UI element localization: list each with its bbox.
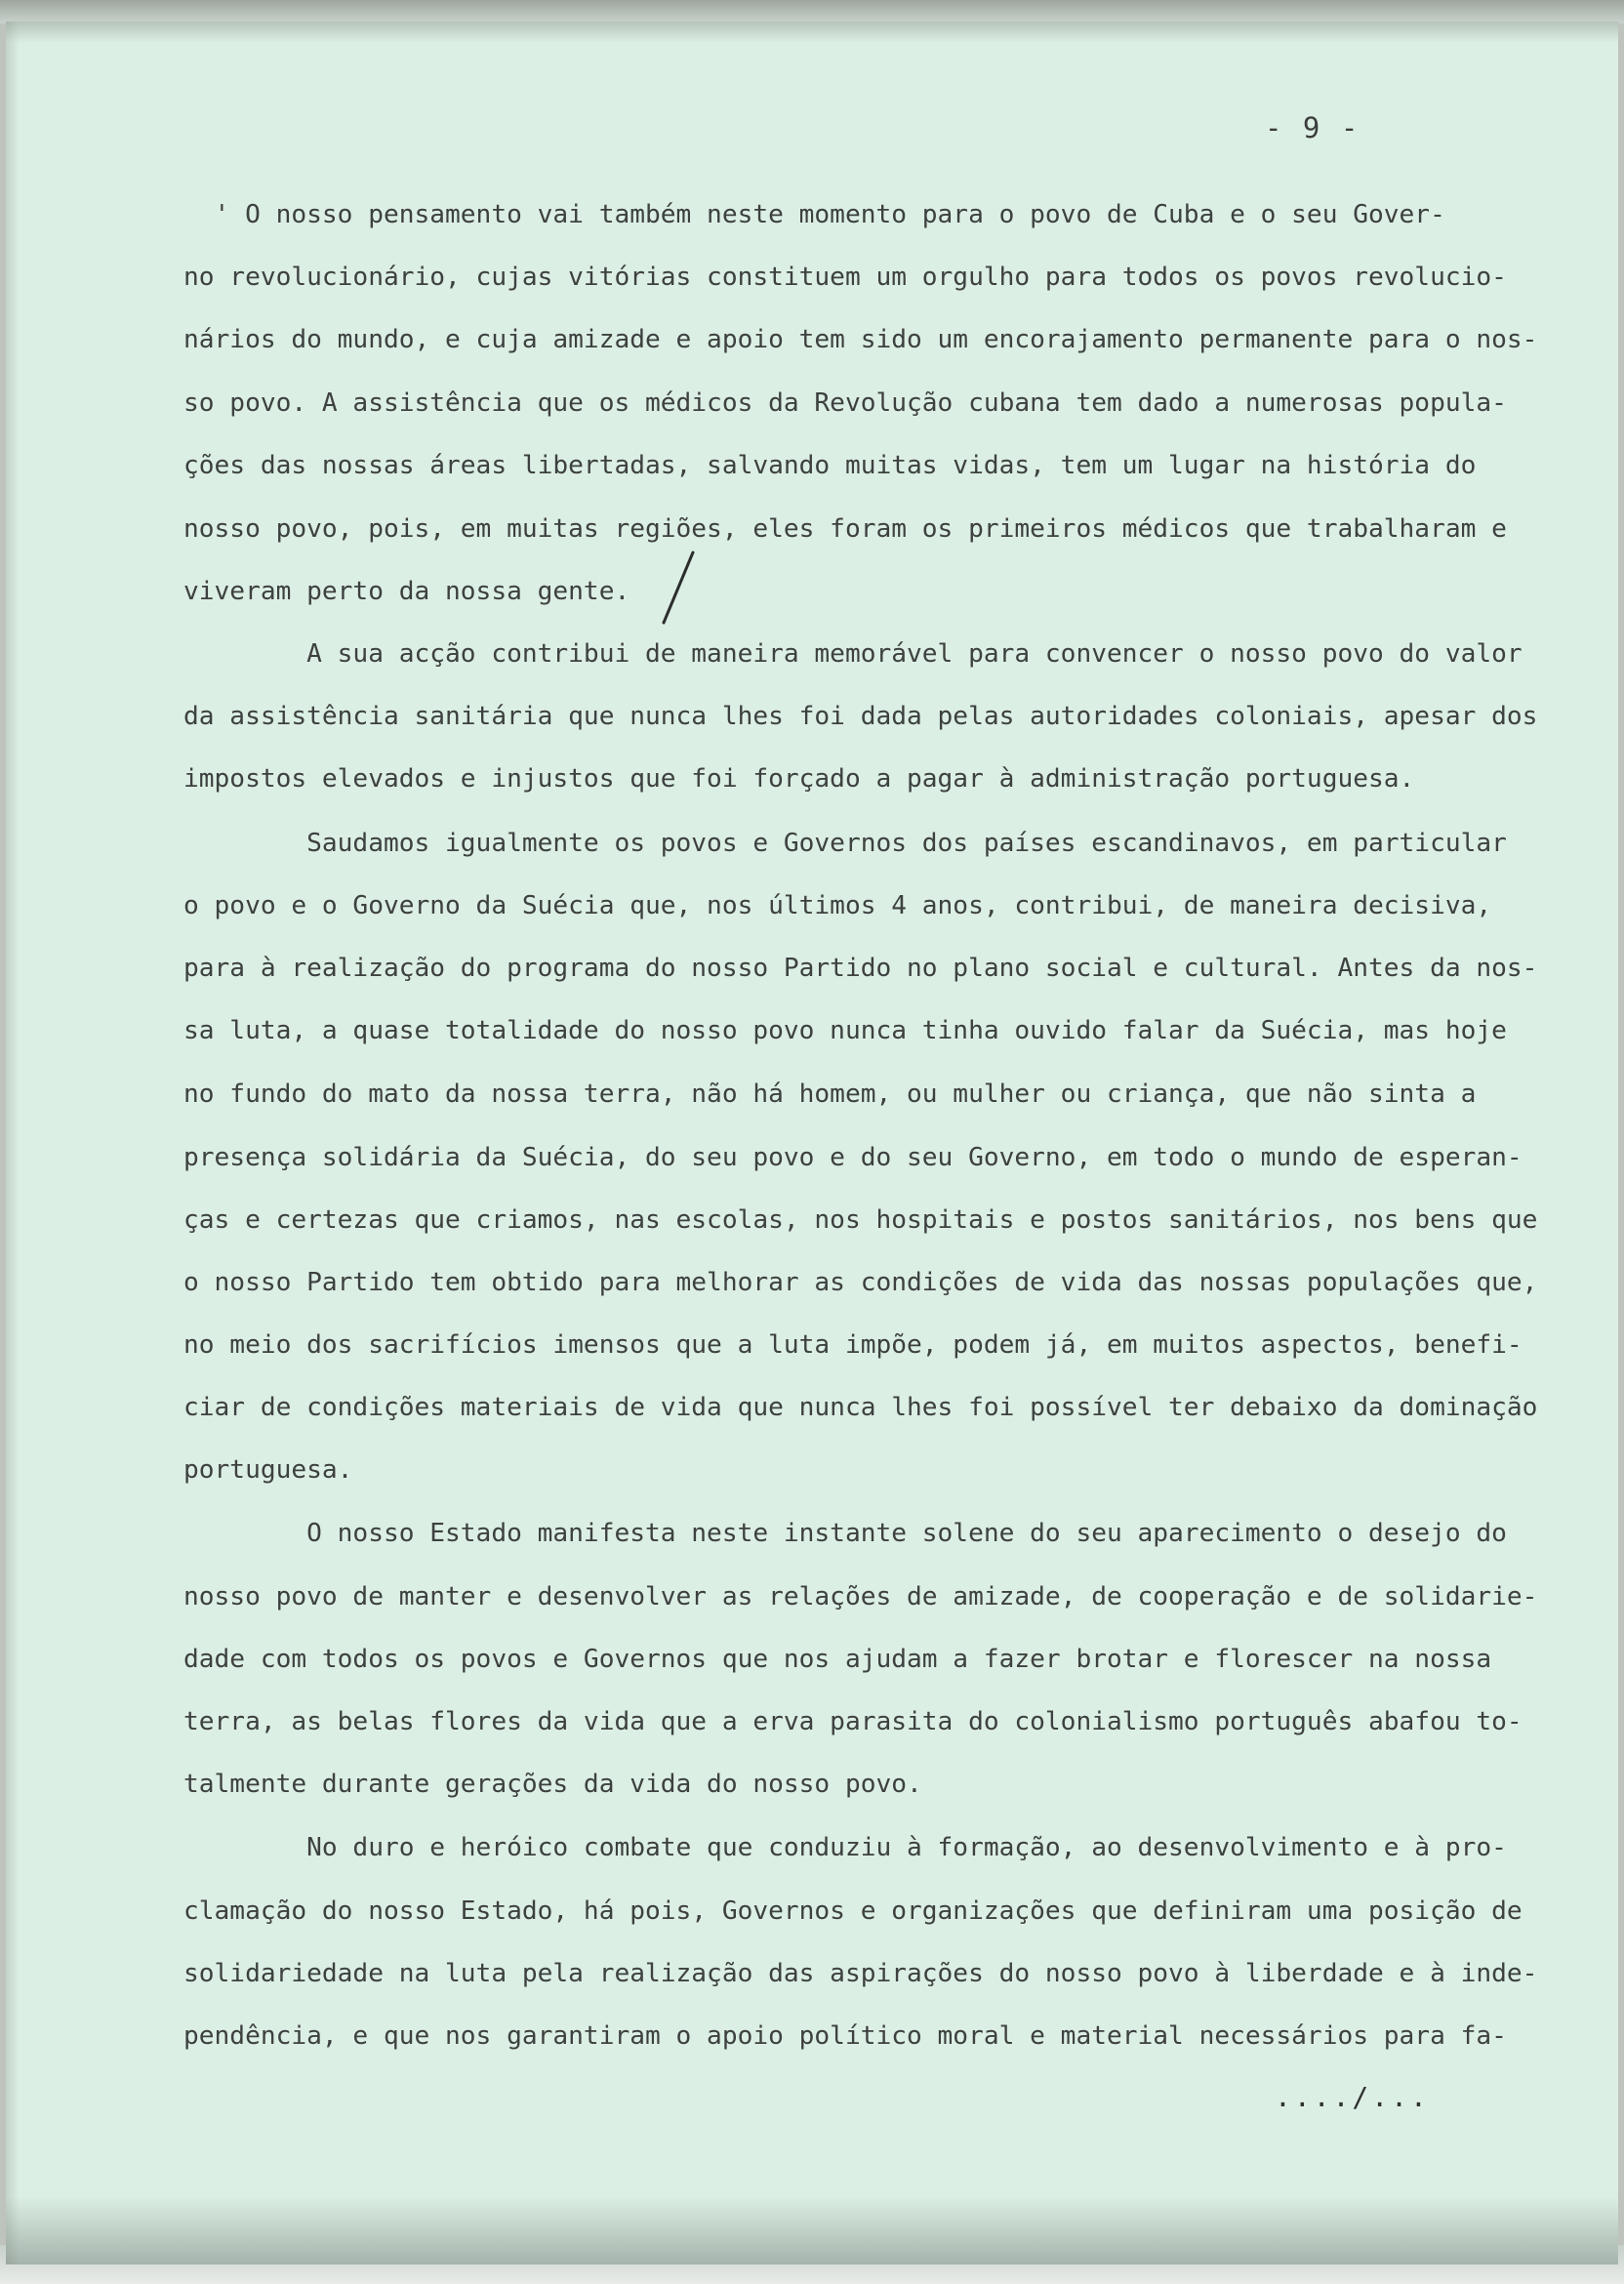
text-line: dade com todos os povos e Governos que nos ajudam a fazer brotar e florescer na nossa (183, 1645, 1492, 1674)
text-line: Saudamos igualmente os povos e Governos dos países escandinavos, em particular (183, 829, 1507, 858)
text-line: A sua acção contribui de maneira memorável para convencer o nosso povo do valor (183, 639, 1522, 669)
text-line: impostos elevados e injustos que foi forçado a pagar à administração portuguesa. (183, 764, 1415, 794)
text-line: portuguesa. (183, 1455, 353, 1485)
handwritten-slash-mark (654, 549, 703, 627)
scan-top-edge (0, 0, 1624, 23)
text-line: sa luta, a quase totalidade do nosso povo nunca tinha ouvido falar da Suécia, mas hoje (183, 1016, 1507, 1045)
text-line: ças e certezas que criamos, nas escolas, nos hospitais e postos sanitários, nos bens que (183, 1205, 1538, 1235)
typewritten-page (6, 21, 1618, 2264)
text-line: ' O nosso pensamento vai também neste momento para o povo de Cuba e o seu Gover- (183, 200, 1445, 229)
text-line: no fundo do mato da nossa terra, não há homem, ou mulher ou criança, que não sinta a (183, 1080, 1477, 1109)
text-line: nosso povo de manter e desenvolver as relações de amizade, de cooperação e de solidarie- (183, 1582, 1538, 1611)
text-line: talmente durante gerações da vida do nosso povo. (183, 1770, 922, 1799)
text-line: no revolucionário, cujas vitórias constituem um orgulho para todos os povos revolucio- (183, 263, 1507, 292)
text-line: no meio dos sacrifícios imensos que a luta impõe, podem já, em muitos aspectos, benefi- (183, 1330, 1522, 1360)
text-line: o povo e o Governo da Suécia que, nos últimos 4 anos, contribui, de maneira decisiva, (183, 891, 1492, 920)
text-line: presença solidária da Suécia, do seu povo e do seu Governo, em todo o mundo de esperan- (183, 1143, 1522, 1172)
text-line: solidariedade na luta pela realização das aspirações do nosso povo à liberdade e à inde- (183, 1959, 1538, 1988)
text-line: para à realização do programa do nosso Partido no plano social e cultural. Antes da nos- (183, 954, 1538, 983)
text-line: terra, as belas flores da vida que a erva parasita do colonialismo português abafou to- (183, 1707, 1522, 1736)
text-line: so povo. A assistência que os médicos da Revolução cubana tem dado a numerosas popula- (183, 388, 1507, 418)
text-line: da assistência sanitária que nunca lhes foi dada pelas autoridades coloniais, apesar dos (183, 702, 1538, 731)
text-line: No duro e heróico combate que conduziu à formação, ao desenvolvimento e à pro- (183, 1833, 1507, 1862)
text-line: o nosso Partido tem obtido para melhorar as condições de vida das nossas populações que, (183, 1268, 1538, 1297)
text-line: ciar de condições materiais de vida que nunca lhes foi possível ter debaixo da dominação (183, 1393, 1538, 1422)
text-line: ções das nossas áreas libertadas, salvando muitas vidas, tem um lugar na história do (183, 451, 1477, 480)
text-line: clamação do nosso Estado, há pois, Governos e organizações que definiram uma posição de (183, 1897, 1522, 1926)
text-line: pendência, e que nos garantiram o apoio político moral e material necessários para fa- (183, 2021, 1507, 2051)
text-line: nosso povo, pois, em muitas regiões, eles foram os primeiros médicos que trabalharam e (183, 514, 1507, 544)
page-number: - 9 - (1265, 111, 1360, 144)
text-line: nários do mundo, e cuja amizade e apoio tem sido um encorajamento permanente para o nos- (183, 325, 1538, 354)
text-line: viveram perto da nossa gente. (183, 577, 630, 606)
text-line: O nosso Estado manifesta neste instante solene do seu aparecimento o desejo do (183, 1519, 1507, 1548)
continuation-mark: ..../... (1275, 2081, 1430, 2113)
